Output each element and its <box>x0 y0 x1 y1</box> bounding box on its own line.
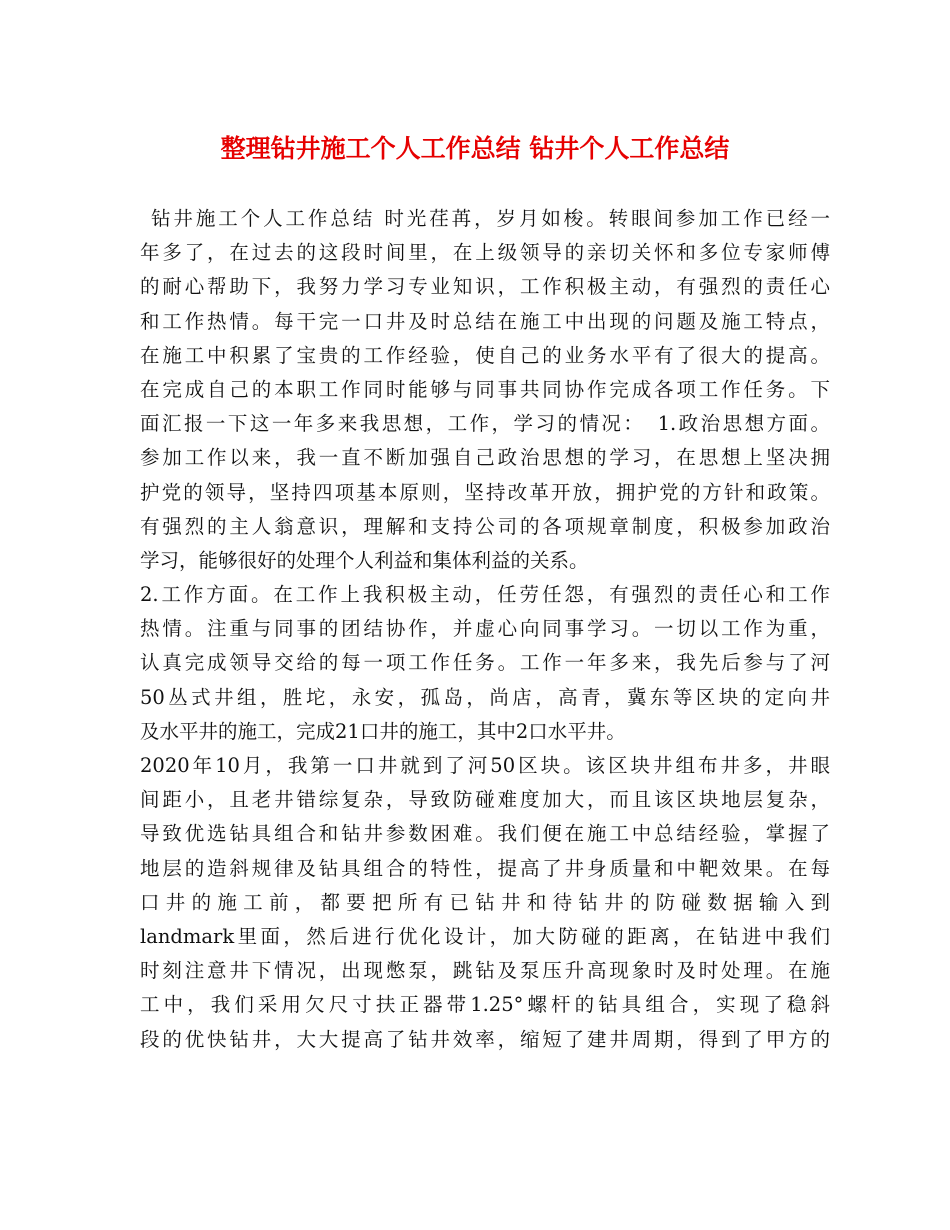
text-line: 2020年10月，我第一口井就到了河50区块。该区块井组布井多，井眼 <box>140 754 830 777</box>
text-line: 参加工作以来，我一直不断加强自己政治思想的学习，在思想上坚决拥 <box>140 446 830 470</box>
text-line: 热情。注重与同事的团结协作，并虚心向同事学习。一切以工作为重， <box>140 617 830 641</box>
text-line: 面汇报一下这一年多来我思想，工作，学习的情况： 1.政治思想方面。 <box>140 412 830 436</box>
text-line: 时刻注意井下情况，出现憋泵，跳钻及泵压升高现象时及时处理。在施 <box>140 959 830 983</box>
text-line: 段的优快钻井，大大提高了钻井效率，缩短了建井周期，得到了甲方的 <box>140 1027 830 1051</box>
text-line: 50丛式井组，胜坨，永安，孤岛，尚店，高青，冀东等区块的定向井 <box>140 685 830 709</box>
text-line: 护党的领导，坚持四项基本原则，坚持改革开放，拥护党的方针和政策。 <box>140 480 830 504</box>
text-line: 及水平井的施工，完成21口井的施工，其中2口水平井。 <box>140 719 626 743</box>
text-line: 工中，我们采用欠尺寸扶正器带1.25°螺杆的钻具组合，实现了稳斜 <box>140 993 830 1017</box>
text-line: 在完成自己的本职工作同时能够与同事共同协作完成各项工作任务。下 <box>140 377 830 401</box>
document-title: 整理钻井施工个人工作总结 钻井个人工作总结 <box>220 134 730 163</box>
text-line: 导致优选钻具组合和钻井参数困难。我们便在施工中总结经验，掌握了 <box>140 822 830 846</box>
text-line: 认真完成领导交给的每一项工作任务。工作一年多来，我先后参与了河 <box>140 651 830 675</box>
text-line: 学习，能够很好的处理个人利益和集体利益的关系。 <box>140 548 589 572</box>
text-line: 2.工作方面。在工作上我积极主动，任劳任怨，有强烈的责任心和工作 <box>140 583 830 607</box>
text-line: 在施工中积累了宝贵的工作经验，使自己的业务水平有了很大的提高。 <box>140 343 830 367</box>
document-body <box>140 202 830 1057</box>
text-line: landmark里面，然后进行优化设计，加大防碰的距离，在钻进中我们 <box>140 924 830 948</box>
text-line: 的耐心帮助下，我努力学习专业知识，工作积极主动，有强烈的责任心 <box>140 275 830 299</box>
text-line: 和工作热情。每干完一口井及时总结在施工中出现的问题及施工特点， <box>140 309 830 333</box>
text-line: 地层的造斜规律及钻具组合的特性，提高了井身质量和中靶效果。在每 <box>140 856 830 880</box>
text-line: 有强烈的主人翁意识，理解和支持公司的各项规章制度，积极参加政治 <box>140 514 830 538</box>
text-line: 年多了，在过去的这段时间里，在上级领导的亲切关怀和多位专家师傅 <box>140 241 830 265</box>
text-line: 间距小，且老井错综复杂，导致防碰难度加大，而且该区块地层复杂， <box>140 788 830 812</box>
text-line: 钻井施工个人工作总结 时光荏苒，岁月如梭。转眼间参加工作已经一 <box>151 207 830 230</box>
text-line: 口井的施工前，都要把所有已钻井和待钻井的防碰数据输入到 <box>140 890 830 914</box>
